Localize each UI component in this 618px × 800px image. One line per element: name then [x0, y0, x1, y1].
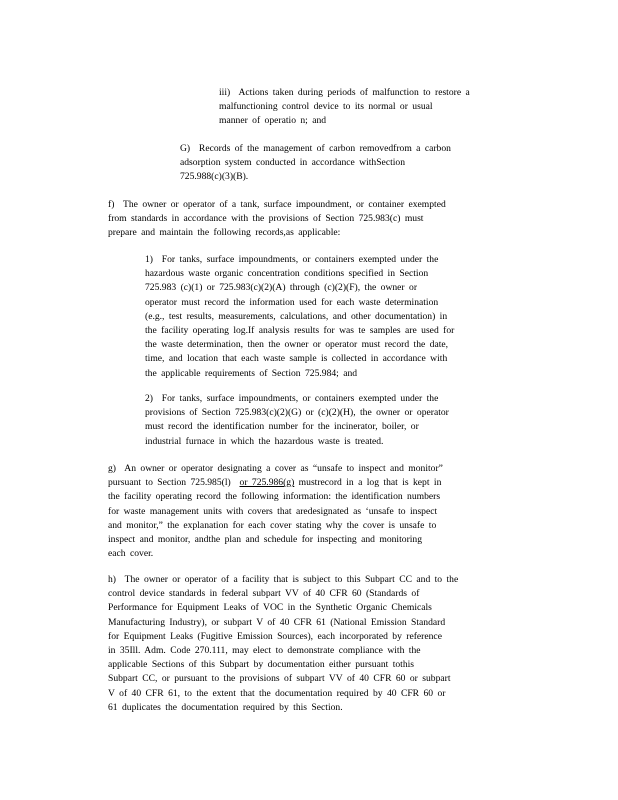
underlined-citation: or 725.986(g) — [239, 477, 295, 489]
text-line: The owner or operator of a facility that is subject to this Subpart CC and to the — [124, 574, 459, 585]
text-line: inspect and monitor, andthe plan and schedule for inspecting and monitoring — [108, 534, 423, 546]
text-line: adsorption system conducted in accordance withSection — [180, 157, 405, 169]
text-line: each cover. — [108, 548, 154, 560]
text-line: The owner or operator of a tank, surface impoundment, or container exempted — [123, 199, 446, 210]
text-line: in 35Ill. Adm. Code 270.111, may elect to demonstrate compliance with the — [108, 645, 421, 657]
text-line: An owner or operator designating a cover as “unsafe to inspect and monitor” — [124, 463, 443, 474]
text-segment: mustrecord in a log that is kept in — [294, 477, 442, 489]
text-line: Subpart CC, or pursuant to the provisions of subpart VV of 40 CFR 60 or subpart — [108, 673, 451, 685]
item-label: 2) — [145, 393, 153, 404]
text-line: the waste determination, then the owner or operator must record the date, — [145, 339, 449, 351]
text-line: V of 40 CFR 61, to the extent that the documentation required by 40 CFR 60 or — [108, 687, 446, 699]
text-line: manner of operatio n; and — [219, 115, 327, 127]
paragraph-f-exempted-records — [108, 198, 534, 241]
text-line: operator must record the information used for each waste determination — [145, 296, 439, 308]
text-line: (e.g., test results, measurements, calculations, and other documentation) in — [145, 310, 448, 322]
text-line: Performance for Equipment Leaks of VOC in the Synthetic Organic Chemicals — [108, 602, 432, 614]
item-f1-waste-determination — [145, 253, 546, 381]
paragraph-h-cfr-compliance — [108, 573, 539, 715]
item-f2-incinerator-identification — [145, 392, 546, 449]
text-line: Records of the management of carbon removedfrom a carbon — [198, 143, 451, 154]
text-line: control device standards in federal subpart VV of 40 CFR 60 (Standards of — [108, 588, 420, 600]
text-line: for waste management units with covers that aredesignated as ‘unsafe to inspect — [108, 505, 438, 517]
text-line: 725.983 (c)(1) or 725.983(c)(2)(A) through (c)(2)(F), the owner or — [145, 282, 418, 294]
text-line: applicable Sections of this Subpart by documentation either pursuant tothis — [108, 659, 415, 671]
text-line: and monitor,” the explanation for each cover stating why the cover is unsafe to — [108, 519, 437, 531]
text-line: 61 duplicates the documentation required by this Section. — [108, 701, 343, 713]
item-iii-actions-during-malfunction — [219, 86, 545, 129]
text-line: for Equipment Leaks (Fugitive Emission Sources), each incorporated by reference — [108, 630, 442, 642]
text-line: the facility operating log.If analysis results for was te samples are used for — [145, 325, 455, 337]
text-line: Manufacturing Industry), or subpart V of 40 CFR 61 (National Emission Standard — [108, 616, 446, 628]
text-line: For tanks, surface impoundments, or containers exempted under the — [161, 393, 439, 404]
paragraph-label: g) — [108, 463, 116, 474]
text-line: must record the identification number for the incinerator, boiler, or — [145, 421, 419, 433]
paragraph-g-unsafe-cover-log — [108, 462, 534, 561]
text-line: hazardous waste organic concentration conditions specified in Section — [145, 268, 429, 280]
text-line: 725.988(c)(3)(B). — [180, 171, 249, 183]
text-line: Actions taken during periods of malfunction to restore a — [238, 87, 470, 98]
text-line: the facility operating record the following information: the identification numbers — [108, 491, 441, 503]
text-line: time, and location that each waste sample is collected in accordance with — [145, 353, 448, 365]
text-line: For tanks, surface impoundments, or containers exempted under the — [161, 254, 439, 265]
text-line: provisions of Section 725.983(c)(2)(G) or (c)(2)(H), the owner or operator — [145, 407, 449, 419]
paragraph-label: h) — [108, 574, 116, 585]
text-segment: pursuant to Section 725.985(l) — [108, 477, 231, 489]
item-label: 1) — [145, 254, 153, 265]
text-line: from standards in accordance with the provisions of Section 725.983(c) must — [108, 213, 424, 225]
text-line: industrial furnace in which the hazardous waste is treated. — [145, 435, 384, 447]
text-line: the applicable requirements of Section 725.984; and — [145, 367, 358, 379]
item-label: iii) — [219, 87, 231, 98]
text-line: malfunctioning control device to its normal or usual — [219, 101, 433, 113]
paragraph-label: f) — [108, 199, 115, 210]
item-label: G) — [180, 143, 191, 154]
text-line: prepare and maintain the following records,as applicable: — [108, 227, 341, 239]
item-G-carbon-management-records — [180, 142, 516, 185]
